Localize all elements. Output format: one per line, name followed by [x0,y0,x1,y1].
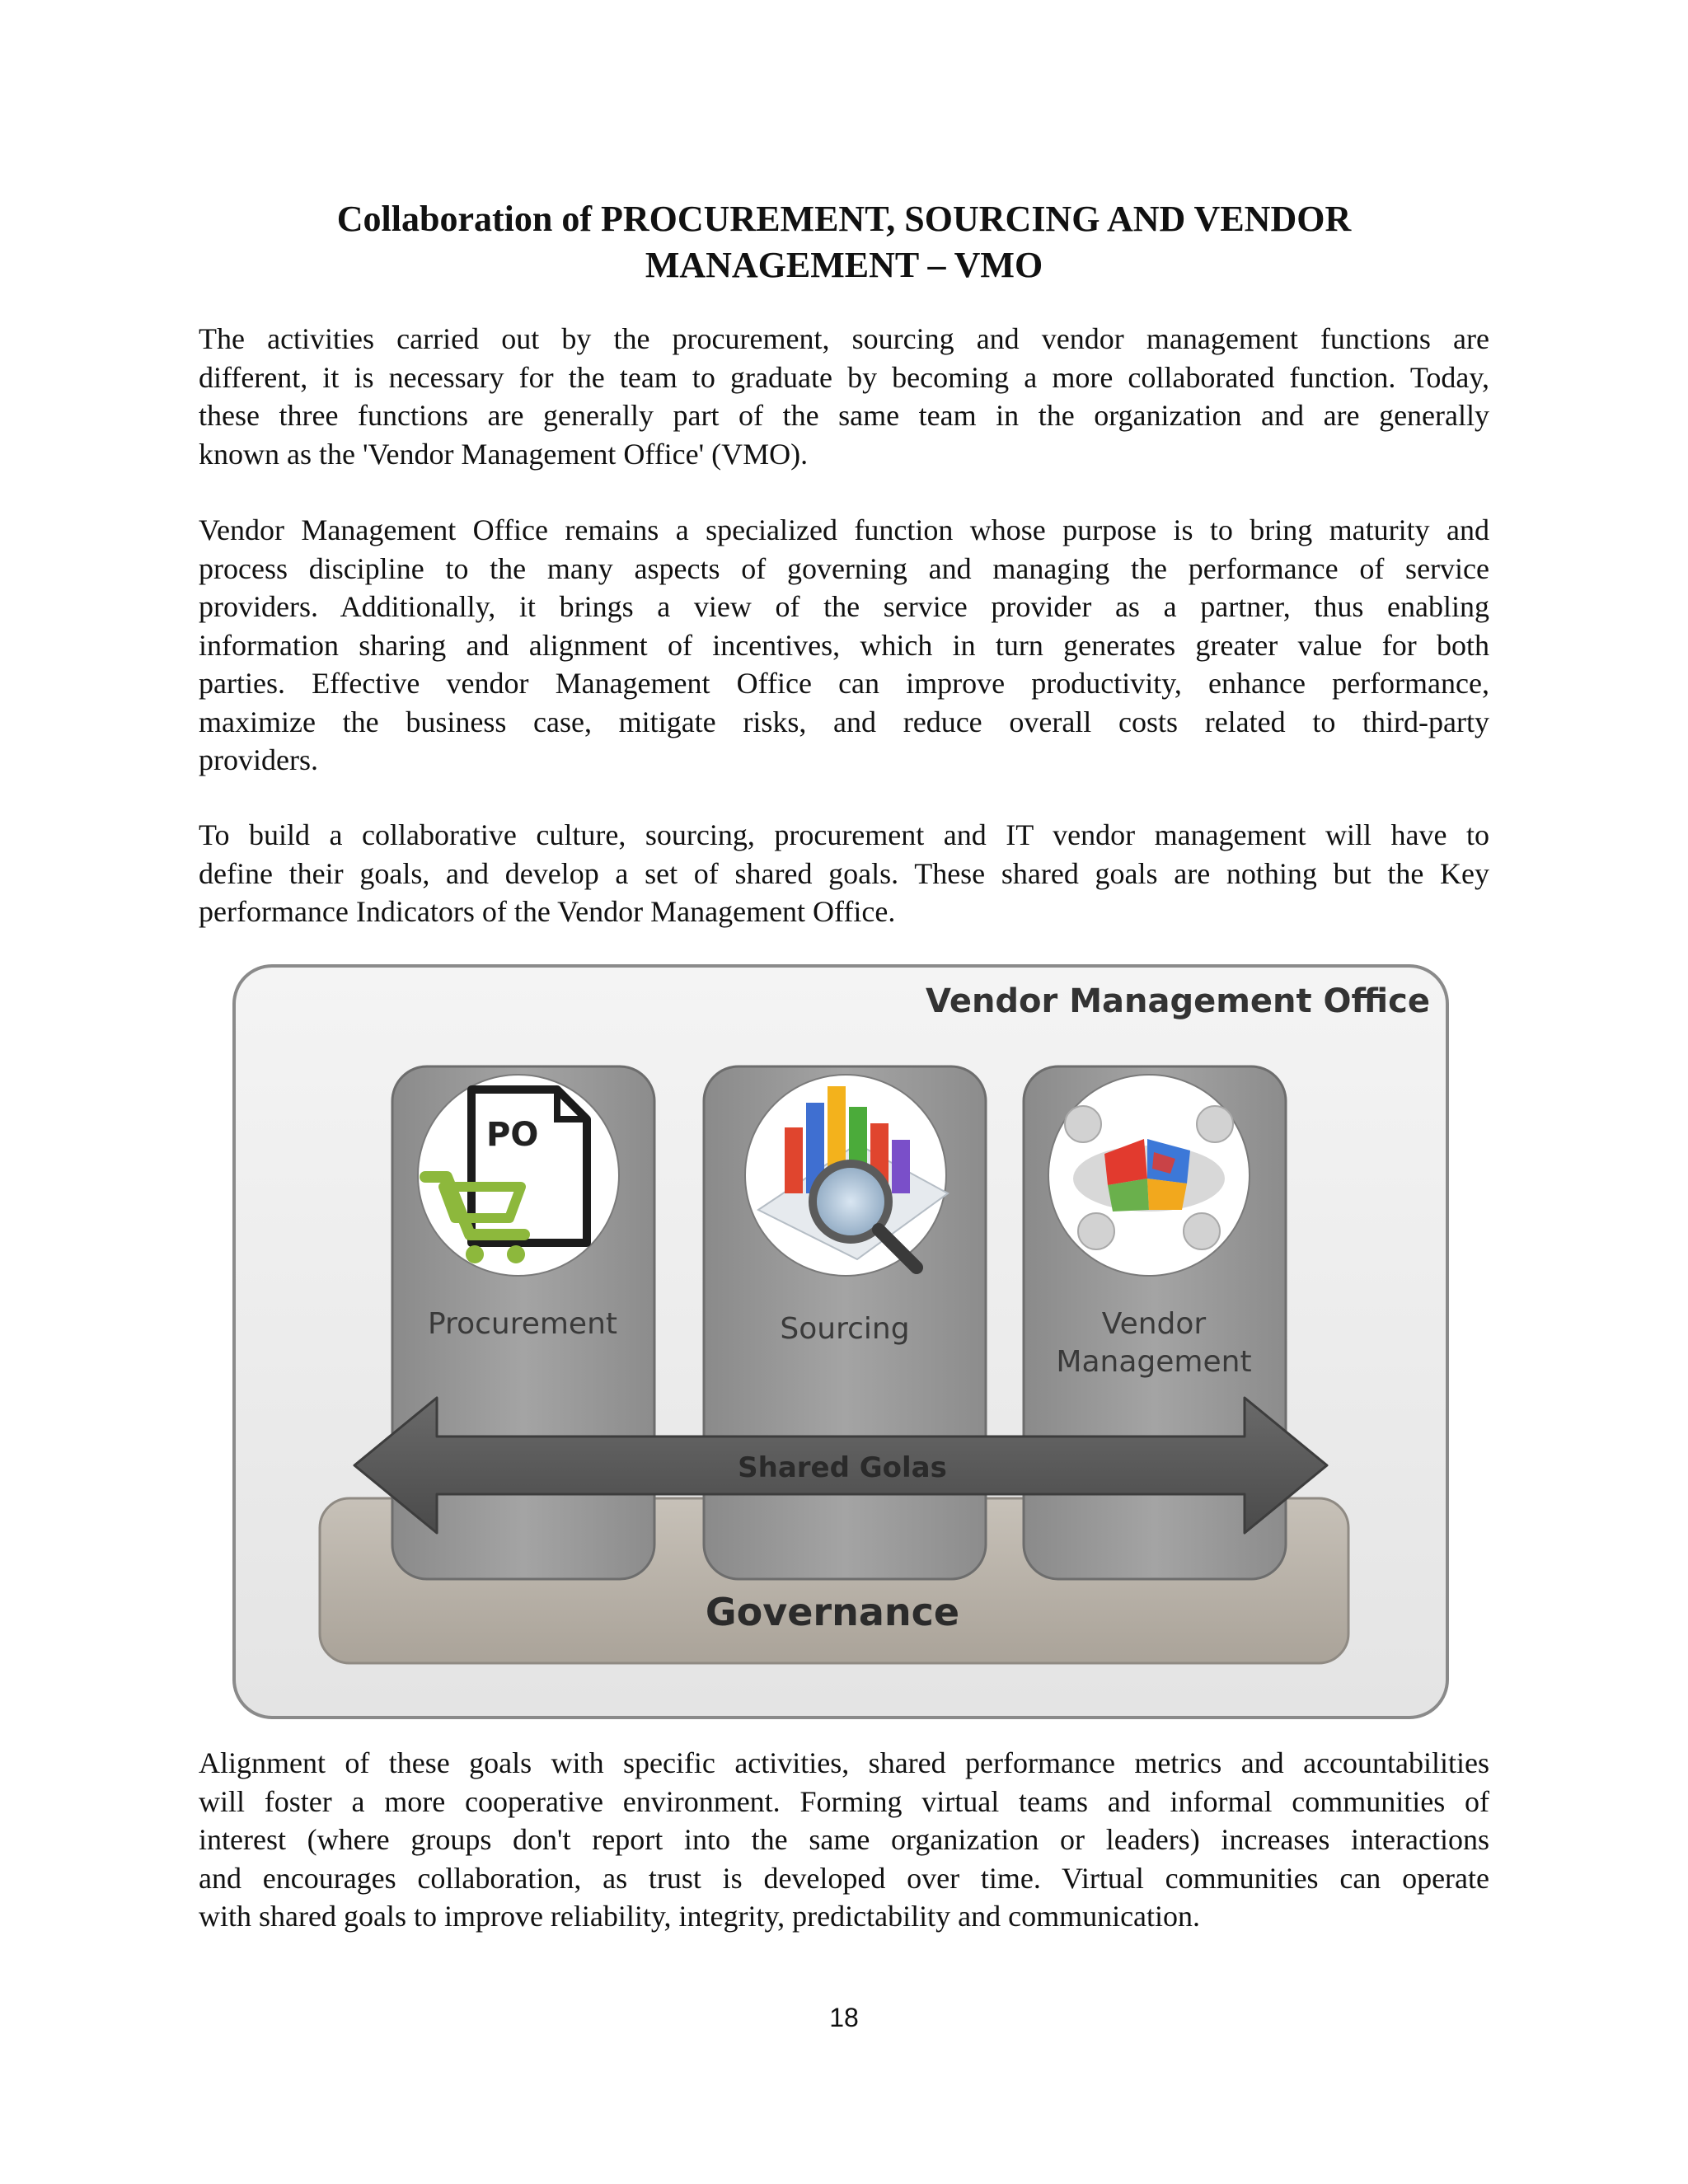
text-line: The activities carried out by the procurement, sourcing and vendor management functions are [199,322,1489,355]
text-line: with shared goals to improve reliability, integrity, predictability and communication. [199,1900,1201,1933]
text-line: different, it is necessary for the team to graduate by becoming a more collaborated function. Today, [199,360,1489,394]
governance-label: Governance [705,1590,960,1634]
text-line: known as the 'Vendor Management Office' (VMO). [199,437,809,471]
svg-text:PO: PO [486,1116,539,1154]
text-line: To build a collaborative culture, sourcing, procurement and IT vendor management will have to [199,818,1489,851]
text-line: will foster a more cooperative environment. Forming virtual teams and informal communities of [199,1784,1489,1818]
text-line: maximize the business case, mitigate risks, and reduce overall costs related to third-party [199,705,1489,738]
text-line: information sharing and alignment of incentives, which in turn generates greater value for both [199,628,1489,662]
text-line: parties. Effective vendor Management Office can improve productivity, enhance performance, [199,667,1489,700]
vmo-header: Vendor Management Office [926,982,1430,1020]
shared-goals-label: Shared Golas [738,1451,947,1484]
text-line: and encourages collaboration, as trust is developed over time. Virtual communities can operate [199,1861,1489,1895]
text-line: providers. Additionally, it brings a view of the service provider as a partner, thus enabling [199,590,1489,623]
title-line-1: Collaboration of PROCUREMENT, SOURCING AND VENDOR [336,199,1352,239]
pillar-label-sourcing: Sourcing [780,1312,910,1346]
paragraph-collaborative-culture [199,816,1489,931]
paragraph-vmo-purpose [199,511,1489,780]
text-line: interest (where groups don't report into the same organization or leaders) increases interactions [199,1823,1489,1856]
text-line: Alignment of these goals with specific activities, shared performance metrics and accountabilities [199,1746,1489,1779]
text-line: performance Indicators of the Vendor Management Office. [199,895,896,928]
pillar-label-management: Management [1056,1345,1252,1379]
text-line: these three functions are generally part of the same team in the organization and are generally [199,399,1489,432]
pillar-label-procurement: Procurement [427,1307,618,1341]
page-number: 18 [829,2003,859,2032]
text-line: Vendor Management Office remains a specialized function whose purpose is to bring maturity and [199,513,1489,546]
pillar-label-vendor: Vendor [1101,1307,1207,1341]
paragraph-alignment [199,1744,1489,1936]
text-line: providers. [199,743,318,776]
title-line-2: MANAGEMENT – VMO [645,245,1043,285]
page-title [198,196,1490,288]
vmo-diagram [231,963,1451,1721]
paragraph-intro [199,320,1489,473]
text-line: define their goals, and develop a set of shared goals. These shared goals are nothing but the Key [199,856,1489,890]
text-line: process discipline to the many aspects of governing and managing the performance of service [199,551,1489,585]
